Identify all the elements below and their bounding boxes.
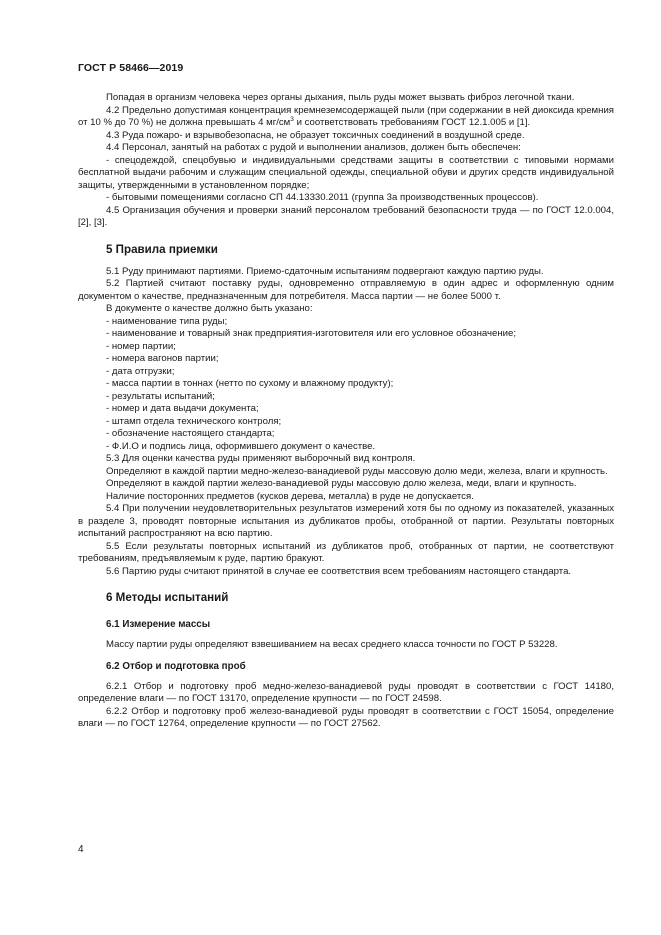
paragraph-5-3-a: Определяют в каждой партии медно-железо-ванадиевой руды массовую долю меди, железа, влаги и крупность. — [106, 465, 608, 477]
paragraph-4-5: 4.5 Организация обучения и проверки знаний персоналом требований безопасности труда — по ГОСТ 12.0.004, [2], [3]. — [78, 204, 614, 228]
page-number: 4 — [78, 844, 84, 855]
paragraph-5-3-b: Определяют в каждой партии железо-ванадиевой руды массовую долю железа, меди, влаги и крупность. — [106, 478, 577, 489]
list-item: - наименование и товарный знак предприятия-изготовителя или его условное обозначение; — [106, 328, 517, 339]
list-item: - номер партии; — [106, 340, 176, 352]
paragraph-4-2-text: 4.2 Предельно допустимая концентрация кремнеземсодержащей пыли (при содержании в ней диоксида кремния от 10 % до 70 %) не должна превышать 4 мг/см — [78, 104, 614, 128]
paragraph-5-1: 5.1 Руду принимают партиями. Приемо-сдаточным испытаниям подвергают каждую партию руды. — [106, 265, 544, 277]
paragraph-5-3: 5.3 Для оценки качества руды применяют выборочный вид контроля. — [106, 453, 416, 464]
section-5-title: 5 Правила приемки — [106, 242, 218, 256]
list-item: - обозначение настоящего стандарта; — [106, 428, 275, 439]
paragraph-5-3-c: Наличие посторонних предметов (кусков дерева, металла) в руде не допускается. — [106, 490, 474, 502]
paragraph-5-4: 5.4 При получении неудовлетворительных результатов измерений хотя бы по одному из показателей, указанных в разделе 3, проводят повторные испытания из дубликатов пробы, отобранной от партии. Результаты повторных испытаний распространяют на всю партию. — [78, 503, 614, 539]
list-item: - дата отгрузки; — [106, 365, 175, 377]
paragraph-6-2-1: 6.2.1 Отбор и подготовку проб медно-железо-ванадиевой руды проводят в соответствии с ГОСТ 14180, определение влаги — по ГОСТ 13170, определение крупности — по ГОСТ 24598. — [78, 680, 614, 704]
section-6-title: 6 Методы испытаний — [106, 591, 229, 604]
paragraph-4-2-tail: и соответствовать требованиям ГОСТ 12.1.005 и [1]. — [293, 117, 531, 128]
superscript: 3 — [290, 115, 294, 123]
paragraph-5-2: 5.2 Партией считают поставку руды, одновременно отправляемую в один адрес и оформленную одним документом о качестве, предназначенным для потребителя. Масса партии — не более 5000 т. — [78, 278, 614, 302]
list-item: - результаты испытаний; — [106, 390, 215, 402]
list-item: - наименование типа руды; — [106, 315, 228, 327]
paragraph-4-4-item-1: - спецодеждой, спецобувью и индивидуальными средствами защиты в соответствии с типовыми нормами бесплатной выдачи рабочим и служащим специальной одежды, специальной обуви и других средств индивидуальной защиты, утвержденными в установленном порядке; — [78, 154, 614, 191]
paragraph-4-4-item-2: - бытовыми помещениями согласно СП 44.13330.2011 (группа 3а производственных процессов). — [106, 192, 539, 203]
subsection-6-1-title: 6.1 Измерение массы — [106, 619, 211, 630]
document-body — [78, 92, 614, 731]
list-item: - номера вагонов партии; — [106, 353, 219, 364]
document-header: ГОСТ Р 58466—2019 — [78, 62, 184, 74]
list-item: - штамп отдела технического контроля; — [106, 415, 282, 427]
paragraph-4-3: 4.3 Руда пожаро- и взрывобезопасна, не образует токсичных соединений в воздушной среде. — [106, 129, 525, 141]
paragraph-4-4: 4.4 Персонал, занятый на работах с рудой и выполнении анализов, должен быть обеспечен: — [106, 142, 521, 153]
list-item: - номер и дата выдачи документа; — [106, 403, 259, 414]
paragraph-6-2-2: 6.2.2 Отбор и подготовку проб железо-ванадиевой руды проводят в соответствии с ГОСТ 15054, определение влаги — по ГОСТ 12764, определение крупности — по ГОСТ 27562. — [78, 705, 614, 729]
list-item: - масса партии в тоннах (нетто по сухому и влажному продукту); — [106, 378, 394, 389]
paragraph-5-5: 5.5 Если результаты повторных испытаний из дубликатов проб, отобранных от партии, не соответствуют требованиям, предъявляемым к руде, партию бракуют. — [78, 540, 614, 564]
subsection-6-2-title: 6.2 Отбор и подготовка проб — [106, 660, 246, 672]
paragraph-5-2-intro: В документе о качестве должно быть указано: — [106, 303, 313, 314]
paragraph-6-1: Массу партии руды определяют взвешиванием на весах среднего класса точности по ГОСТ Р 53228. — [106, 639, 558, 650]
list-item: - Ф.И.О и подпись лица, оформившего документ о качестве. — [106, 440, 376, 452]
paragraph-4-1-cont: Попадая в организм человека через органы дыхания, пыль руды может вызвать фиброз легочной ткани. — [106, 92, 575, 103]
paragraph-5-6: 5.6 Партию руды считают принятой в случае ее соответствия всем требованиям настоящего стандарта. — [106, 565, 572, 577]
paragraph-4-2 — [78, 105, 614, 130]
